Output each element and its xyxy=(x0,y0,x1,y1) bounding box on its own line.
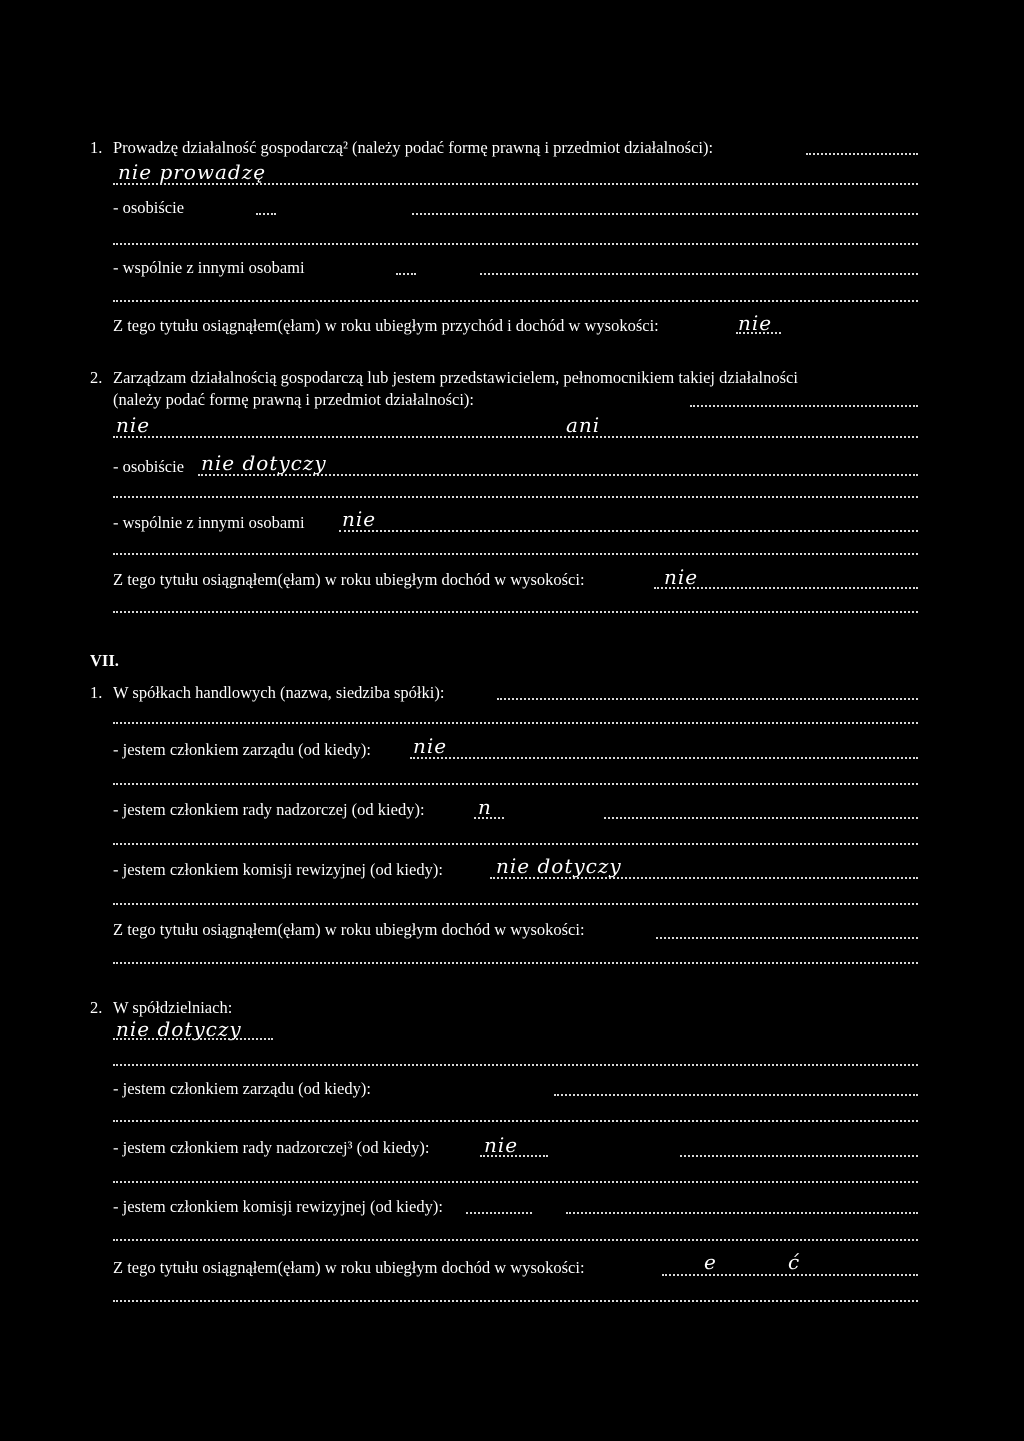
vii-item2-income-label: Z tego tytułu osiągnąłem(ęłam) w roku ubiegłym dochód w wysokości: xyxy=(113,1258,585,1277)
dotted-line xyxy=(198,474,918,476)
dotted-line xyxy=(396,273,416,275)
section2-personal-answer: nie dotyczy xyxy=(201,451,327,475)
section1-personal-label: - osobiście xyxy=(113,198,185,217)
vii-item2-income-answer-a: e xyxy=(704,1250,717,1274)
vii-item1-supervisory-answer: n xyxy=(478,795,492,819)
dotted-line xyxy=(680,1155,918,1157)
dotted-line xyxy=(113,783,918,785)
vii-item1-heading: W spółkach handlowych (nazwa, siedziba spółki): xyxy=(113,683,445,702)
dotted-line xyxy=(113,553,918,555)
section2-answer-a: nie xyxy=(116,413,151,437)
dotted-line xyxy=(806,153,918,155)
vii-item2-answer: nie dotyczy xyxy=(116,1017,242,1041)
section2-income-label: Z tego tytułu osiągnąłem(ęłam) w roku ubiegłym dochód w wysokości: xyxy=(113,570,585,589)
dotted-line xyxy=(339,530,918,532)
dotted-line xyxy=(497,698,918,700)
dotted-line xyxy=(113,1300,918,1302)
section2-jointly-answer: nie xyxy=(342,507,377,531)
dotted-line xyxy=(654,587,918,589)
dotted-line xyxy=(113,300,918,302)
dotted-line xyxy=(412,213,918,215)
section2-heading-line1: Zarządzam działalnością gospodarczą lub jestem przedstawicielem, pełnomocnikiem takiej działalności xyxy=(113,368,798,387)
dotted-line xyxy=(113,183,918,185)
section2-heading-line2: (należy podać formę prawną i przedmiot działalności): xyxy=(113,390,475,409)
vii-item1-audit-answer: nie dotyczy xyxy=(496,854,622,878)
section-vii-heading: VII. xyxy=(90,651,119,670)
section2-income-answer: nie xyxy=(664,565,699,589)
dotted-line xyxy=(466,1212,532,1214)
dotted-line xyxy=(480,273,918,275)
dotted-line xyxy=(554,1094,918,1096)
dotted-line xyxy=(113,1120,918,1122)
section1-number: 1. xyxy=(90,138,103,157)
dotted-line xyxy=(113,611,918,613)
dotted-line xyxy=(604,817,918,819)
section2-number: 2. xyxy=(90,368,103,387)
vii-item2-supervisory-label: - jestem członkiem rady nadzorczej³ (od kiedy): xyxy=(113,1138,430,1157)
dotted-line xyxy=(113,496,918,498)
dotted-line xyxy=(474,817,504,819)
dotted-line xyxy=(690,405,918,407)
vii-item2-number: 2. xyxy=(90,998,103,1017)
vii-item2-board-label: - jestem członkiem zarządu (od kiedy): xyxy=(113,1079,371,1098)
vii-item1-board-answer: nie xyxy=(413,734,448,758)
section1-answer: nie prowadzę xyxy=(118,160,267,184)
section1-income-label: Z tego tytułu osiągnąłem(ęłam) w roku ubiegłym przychód i dochód w wysokości: xyxy=(113,316,659,335)
dotted-line xyxy=(113,962,918,964)
dotted-line xyxy=(662,1274,918,1276)
dotted-line xyxy=(480,1155,548,1157)
dotted-line xyxy=(113,903,918,905)
dotted-line xyxy=(113,243,918,245)
section2-personal-label: - osobiście xyxy=(113,457,185,476)
vii-item1-board-label: - jestem członkiem zarządu (od kiedy): xyxy=(113,740,371,759)
section1-income-answer: nie xyxy=(738,311,773,335)
dotted-line xyxy=(410,757,918,759)
section2-answer-b: ani xyxy=(566,413,601,437)
dotted-line xyxy=(113,1239,918,1241)
dotted-line xyxy=(256,213,276,215)
vii-item1-income-label: Z tego tytułu osiągnąłem(ęłam) w roku ubiegłym dochód w wysokości: xyxy=(113,920,585,939)
vii-item2-audit-label: - jestem członkiem komisji rewizyjnej (od kiedy): xyxy=(113,1197,443,1216)
dotted-line xyxy=(113,722,918,724)
vii-item1-number: 1. xyxy=(90,683,103,702)
dotted-line xyxy=(113,1038,273,1040)
dotted-line xyxy=(490,877,918,879)
vii-item2-heading: W spółdzielniach: xyxy=(113,998,233,1017)
vii-item1-audit-label: - jestem członkiem komisji rewizyjnej (od kiedy): xyxy=(113,860,443,879)
vii-item2-income-answer-b: ć xyxy=(788,1250,801,1274)
dotted-line xyxy=(656,937,918,939)
vii-item2-supervisory-answer: nie xyxy=(484,1133,519,1157)
dotted-line xyxy=(113,1181,918,1183)
vii-item1-supervisory-label: - jestem członkiem rady nadzorczej (od kiedy): xyxy=(113,800,425,819)
dotted-line xyxy=(113,1064,918,1066)
section1-jointly-label: - wspólnie z innymi osobami xyxy=(113,258,305,277)
dotted-line xyxy=(113,843,918,845)
dotted-line xyxy=(736,332,781,334)
section2-jointly-label: - wspólnie z innymi osobami xyxy=(113,513,305,532)
dotted-line xyxy=(113,436,918,438)
dotted-line xyxy=(566,1212,918,1214)
section1-heading: Prowadzę działalność gospodarczą² (należy podać formę prawną i przedmiot działalności): xyxy=(113,138,714,157)
